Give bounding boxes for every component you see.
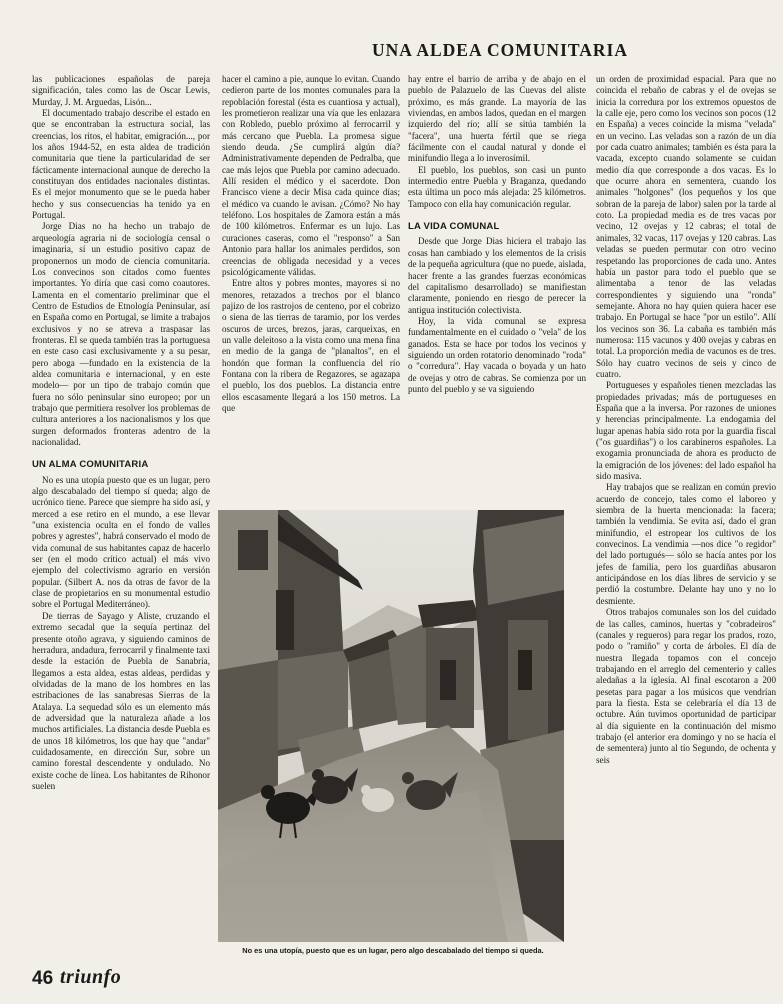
paragraph: El pueblo, los pueblos, son casi un punto intermedio entre Puebla y Braganza, quedando esta última un poco más alejada: 25 kilómetros. Tampoco con ella hay comunicación regular.: [408, 164, 586, 209]
paragraph: Otros trabajos comunales son los del cuidado de las calles, caminos, huertas y "cobradeiros" (canales y regueros) para regar los prados, rozo, podo o "ramiño" y corta de árboles. El día de nuestra llegada topamos con el concejo trabajando en el arreglo del cementerio y calles aledañas a la iglesia. Al final escotaron a 200 pesetas para pagar a los músicos que vendrían para la fiesta. Esta se celebraría el día 13 de octubre. Aún tuvimos oportunidad de participar al día siguiente en la continuación del mismo trabajo (el anterior era domingo y no se hacía el de sementera) junto al tío Segundo, de ochenta y seis: [596, 607, 776, 765]
paragraph: Jorge Dias no ha hecho un trabajo de arqueología agraria ni de sociología censal o imaginaria, sí un estudio positivo capaz de proponernos un modo de ciencia comunitaria. Los convecinos son citados como fuentes importantes. Yo diría que casi como coautores. Lamenta en el comentario preliminar que el Centro de Estudios de Etnología Peninsular, así en España como en Portugal, se limite a trabajos exclusivos y no se atreva a traspasar las fronteras. El se queda también tras la portuguesa en este caso casi exclusivamente y a su pesar, pero aboga —fundado en la existencia de la aldea comunitaria e internacional, y en este modelo— por un tipo de trabajo común que fuera no sólo peninsular sino europeo; por un trabajo que permitiera resolver los problemas de cultura anteriores a los nacionalismos y los que surgen deformados fronteras adentro de la nacionalidad.: [32, 221, 210, 447]
text-column-1: [32, 74, 210, 964]
paragraph: De tierras de Sayago y Aliste, cruzando el extremo secadal que la sequía pertinaz del presente otoño agrava, y siguiendo caminos de herradura, andadura, ferrocarril y finalmente taxi desde la estación de Puebla de Sanabria, llegamos a esta aldea, estas aldeas, perdidas y olvidadas de la mano de los hombres en las estribaciones de las sanabresas Sierras de la Atalaya. La sequedad sólo es un elemento más de adversidad que la naturaleza añade a los muchos artificiales. La distancia desde Puebla es de unos 18 kilómetros, los que hay que "andar" cuidadosamente, en dirección Sur, sobre un camino forestal descendente y ondulado. No existe coche de línea. Los habitantes de Rihonor suelen: [32, 610, 210, 791]
paragraph: un orden de proximidad espacial. Para que no coincida el rebaño de cabras y el de ovejas se inicia la corredura por los extremos opuestos de la calle eje, pero como los vecinos son pocos (12 en España) a veces coincide la misma "velada" en un vecino. Las veladas son a razón de un día por cada cuatro animales; también es ésta para la vacada, excepto cuando solamente se cuidan medio día que corresponde a dos vacas. Es lo que ocurre ahora en sementera, cuando los animales "holgones" (los pequeños y los que sobran de la pareja de labor) salen por la tarde al coto. La propiedad media es de tres vacas por vecino, 12 ovejas y 12 cabras; el total de animales, 32 vacas, 117 ovejas y 120 cabras. Las veladas se pueden permutar con otro vecino respetando las proporciones de cada uno. Antes había un pastor para todo el pueblo que se alimentaba a tenor de las veladas correspondientes y siguiendo una "ronda" semejante. Ahora no hay quien quiera hacer ese trabajo. En Portugal se hace "por un estilo". Allí los vecinos son 36. La cabaña es también más numerosa: 115 vacunos y 400 ovejas y cabras en total. La proporción media de vacunos es de tres. Sólo hay cuatro vecinos de seis y cinco de cuatro.: [596, 74, 776, 379]
article-title: UNA ALDEA COMUNITARIA: [372, 40, 628, 60]
paragraph: Desde que Jorge Dias hiciera el trabajo las cosas han cambiado y los elementos de la crisis de la pequeña agricultura (que no puede, aislada, hacer frente a las grandes fuerzas económicas del capitalismo desarrollado) se manifiestan claramente, poniendo en riesgo de perecer la antigua institución colectivista.: [408, 236, 586, 315]
paragraph: Entre altos y pobres montes, mayores si no menores, retazados a trechos por el blanco pajizo de los rastrojos de centeno, por el cobrizo o siena de las tierras de taramio, por los verdes oscuros de urces, brezos, jaras, carqueixas, en un valle deleitoso a la vista como una mena fina en medio de la ganga de "planaltos", en el hondón que forman la confluencia del río Fontana con la ribera de Regazores, se agazapa el pueblo, los dos pueblos. La distancia entre ellos escasamente llegará a los 150 metros. La que: [222, 278, 400, 413]
paragraph: No es una utopía puesto que es un lugar, pero algo descabalado del tiempo sí queda; algo de ucrónico tiene. Parece que siempre ha sido así, y merced a ese retiro en el mundo, a ese llevar "una existencia oculta en el fondo de valles pobres y agrestes", habrá conservado el modo de vida comunal de sus habitantes capaz de hacerlo ser (en el modo crítico actual) el más vivo ejemplo del colectivismo agrario en versión popular. (Silbert A. nos da otras de favor de la clase de propietarios en su monumental estudio sobre el Portugal Mediterráneo).: [32, 474, 210, 610]
paragraph: El documentado trabajo describe el estado en que se encontraban la estructura social, las creencias, los ritos, el habitar, emigración..., por los años 1944-52, en esta aldea de tradición comunitaria que tiene la particularidad de ser fácticamente internacional aunque de derecho la constituyan dos entidades nacionales distintas. Es el mejor monumento que se le pueda haber hecho y sus consecuencias ha tenido ya en Portugal.: [32, 108, 210, 221]
section-heading: LA VIDA COMUNAL: [408, 221, 500, 233]
photo-caption: No es una utopía, puesto que es un lugar, pero algo descabalado del tiempo si queda.: [242, 946, 544, 955]
text-column-2: [222, 74, 400, 494]
paragraph: hay entre el barrio de arriba y de abajo en el pueblo de Palazuelo de las Cuevas del aliste próximo, es más grande. La mayoría de las viviendas, en ambos lados, quedan en el margen izquierdo del río; allí se sitúa también la "facera", una huerta fértil que se riega fácilmente con el caudal natural y donde el minifundio llega a lo inverosímil.: [408, 74, 586, 164]
village-street-illustration: [218, 510, 564, 942]
paragraph: hacer el camino a pie, aunque lo evitan. Cuando cedieron parte de los montes comunales para la repoblación forestal (ésta es cuantiosa y actual), les prometieron realizar una vía que les enlazara con Robledo, pueblo próximo al ferrocarril y más cercano que Puebla. La promesa sigue siendo deuda. ¿Se cumplirá algún día? Administrativamente dependen de Pedralba, que cae más lejos que Puebla por camino adecuado. Allí residen el médico y el sacerdote. Don Francisco viene a decir Misa cada quince días; el médico va cuando le avisan. ¿Cómo? No hay teléfono. Los hospitales de Zamora están a más de 100 kilómetros. Enfermar es un lujo. Las curaciones caseras, como el "responso" a San Antonio para hallar los animales perdidos, son creencias de obligada necesidad y a veces psicológicamente válidas.: [222, 74, 400, 277]
village-photo: [218, 510, 564, 942]
text-column-4: [596, 74, 776, 964]
section-heading: UN ALMA COMUNITARIA: [32, 459, 149, 471]
magazine-name: triunfo: [60, 966, 122, 988]
page-number: 46: [32, 968, 54, 989]
paragraph: Portugueses y españoles tienen mezcladas las propiedades privadas; más de portugueses en España que a la inversa. Por razones de uniones y herencias principalmente. La endogamia del lugar apenas había sido rota por la guardia fiscal ("os guardiñas") o los carabineros españoles. La exogamia pronunciada de ahora es producto de la emigración de los jóvenes: del lado español ha sido masiva.: [596, 380, 776, 482]
paragraph: Hoy, la vida comunal se expresa fundamentalmente en el cuidado o "vela" de los ganados. Esta se hace por todos los vecinos y siguiendo un orden rotatorio denominado "roda" o "corredura". Hay vacada o boyada y un hato de ovejas y otro de cabras. Se comienza por un punto del pueblo y se va siguiendo: [408, 315, 586, 394]
text-column-3: [408, 74, 586, 494]
paragraph: las publicaciones españolas de pareja significación, tales como las de Oscar Lewis, Murday, J. M. Arguedas, Lisón...: [32, 74, 210, 107]
paragraph: Hay trabajos que se realizan en común previo acuerdo de concejo, tales como el laboreo y siembra de la huerta mencionada: la facera; también la vendimia. Se evita así, dado el gran minifundio, el estropear los cultivos de los convecinos. La vendimia —nos dice "o regidor" del lado portugués— sólo se hacía antes por los jefes de familia, pero los guardiñas abusaron anticipándose en los días libres de servicio y se perdió la costumbre. Delante hay uno y no lo desmiente.: [596, 482, 776, 606]
